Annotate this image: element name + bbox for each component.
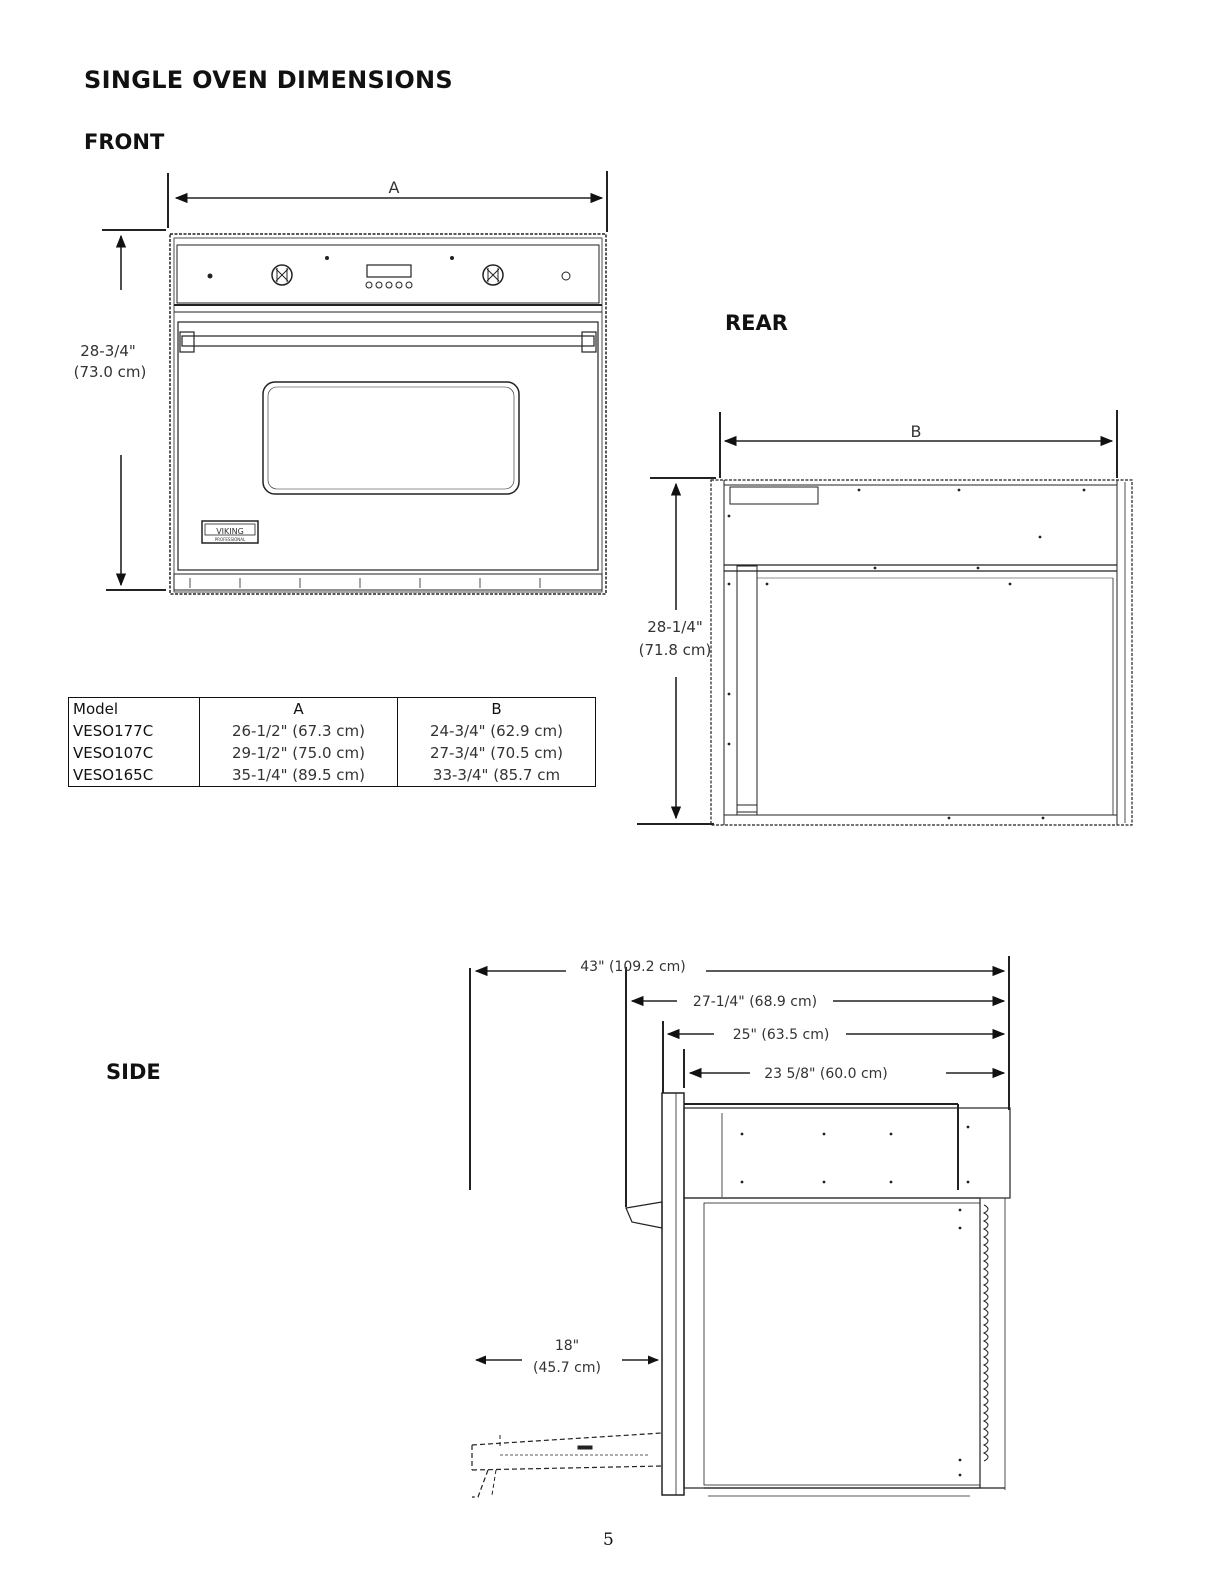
side-depth-25-label: 25" (63.5 cm)	[732, 1027, 830, 1043]
dimension-b-cell: 33-3/4" (85.7 cm	[398, 764, 596, 787]
table-row	[69, 742, 596, 764]
side-door-clearance-in: 18"	[554, 1338, 580, 1354]
rear-height-in: 28-1/4"	[647, 618, 703, 636]
side-depth-27-label: 27-1/4" (68.9 cm)	[692, 994, 818, 1010]
dimension-a-cell: 35-1/4" (89.5 cm)	[200, 764, 398, 787]
side-section-label: SIDE	[106, 1060, 161, 1084]
front-section-label: FRONT	[84, 130, 165, 154]
front-brand-logo: VIKING	[216, 527, 244, 536]
dimension-a-cell: 26-1/2" (67.3 cm)	[200, 720, 398, 742]
header-b: B	[398, 698, 596, 721]
front-height-cm: (73.0 cm)	[73, 363, 147, 381]
front-view-drawing	[102, 171, 607, 594]
table-header-row	[69, 698, 596, 721]
front-dimension-a-label: A	[388, 178, 400, 197]
rear-height-cm: (71.8 cm)	[638, 641, 712, 659]
dimension-a-cell: 29-1/2" (75.0 cm)	[200, 742, 398, 764]
table-row	[69, 720, 596, 742]
page-number: 5	[603, 1530, 614, 1550]
model-cell: VESO165C	[69, 764, 200, 787]
header-a: A	[200, 698, 398, 721]
model-cell: VESO107C	[69, 742, 200, 764]
front-brand-sub: PROFESSIONAL	[214, 537, 246, 542]
table-row	[69, 764, 596, 787]
header-model: Model	[69, 698, 200, 721]
rear-section-label: REAR	[725, 311, 788, 335]
rear-dimension-b-label: B	[910, 422, 922, 441]
page-title: SINGLE OVEN DIMENSIONS	[84, 66, 454, 94]
rear-view-drawing	[637, 410, 1132, 825]
dimension-b-cell: 24-3/4" (62.9 cm)	[398, 720, 596, 742]
model-dimensions-table	[68, 697, 596, 787]
side-total-depth-label: 43" (109.2 cm)	[580, 959, 686, 975]
model-cell: VESO177C	[69, 720, 200, 742]
side-depth-23-label: 23 5/8" (60.0 cm)	[764, 1066, 888, 1082]
dimension-b-cell: 27-3/4" (70.5 cm)	[398, 742, 596, 764]
side-door-clearance-cm: (45.7 cm)	[533, 1360, 601, 1376]
front-height-in: 28-3/4"	[80, 342, 136, 360]
